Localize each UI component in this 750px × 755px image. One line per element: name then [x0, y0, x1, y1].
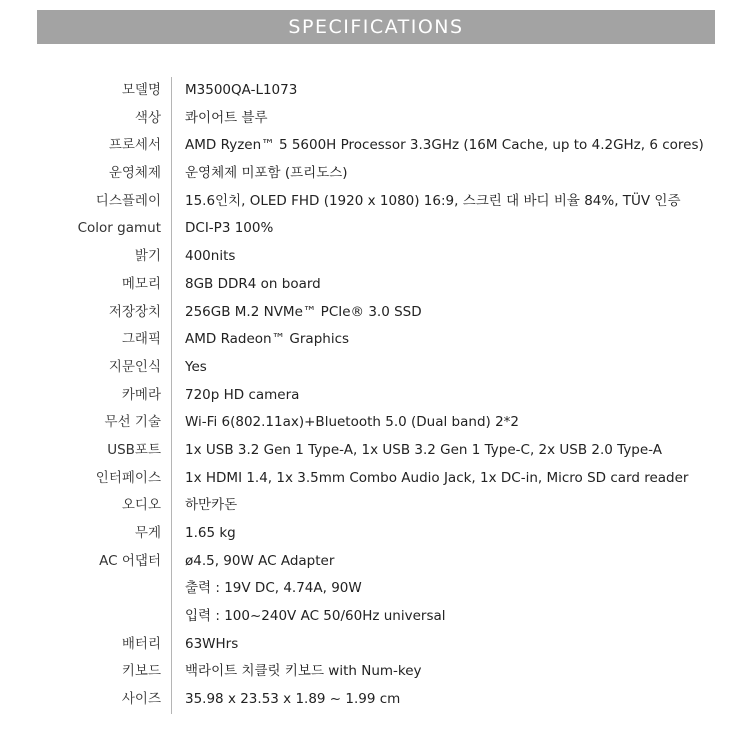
spec-value: 1x HDMI 1.4, 1x 3.5mm Combo Audio Jack, 1x DC-in, Micro SD card reader — [185, 469, 689, 486]
spec-value: 400nits — [185, 248, 236, 265]
spec-row — [0, 354, 750, 382]
spec-label: 무선 기술 — [104, 414, 161, 431]
spec-divider — [171, 215, 172, 243]
spec-value: 256GB M.2 NVMe™ PCIe® 3.0 SSD — [185, 303, 422, 320]
spec-divider — [171, 243, 172, 271]
spec-value: 운영체제 미포함 (프리도스) — [185, 165, 348, 182]
spec-value: 35.98 x 23.53 x 1.89 ~ 1.99 cm — [185, 691, 401, 708]
spec-label: 밝기 — [134, 248, 161, 265]
spec-divider — [171, 188, 172, 216]
spec-row — [0, 603, 750, 631]
spec-label: 메모리 — [121, 275, 161, 292]
spec-label: 모델명 — [121, 82, 161, 98]
spec-divider — [171, 465, 172, 493]
spec-row — [0, 160, 750, 188]
spec-row — [0, 437, 750, 465]
spec-divider — [171, 132, 172, 160]
spec-row — [0, 575, 750, 603]
spec-table — [0, 77, 750, 714]
spec-row — [0, 631, 750, 659]
spec-row — [0, 215, 750, 243]
page-title: SPECIFICATIONS — [288, 16, 464, 38]
spec-value: DCI-P3 100% — [185, 220, 274, 237]
spec-divider — [171, 492, 172, 520]
spec-label: 인터페이스 — [95, 469, 161, 486]
spec-divider — [171, 354, 172, 382]
spec-label: 저장장치 — [108, 303, 161, 320]
spec-divider — [171, 326, 172, 354]
spec-row — [0, 77, 750, 105]
spec-divider — [171, 437, 172, 465]
spec-value: 15.6인치, OLED FHD (1920 x 1080) 16:9, 스크린 대 바디 비율 84%, TÜV 인증 — [185, 192, 681, 209]
spec-row — [0, 382, 750, 410]
spec-row — [0, 188, 750, 216]
spec-row — [0, 271, 750, 299]
spec-row — [0, 132, 750, 160]
spec-row — [0, 492, 750, 520]
spec-divider — [171, 658, 172, 686]
spec-row — [0, 465, 750, 493]
spec-label: 지문인식 — [108, 358, 161, 375]
spec-label: 프로세서 — [108, 137, 161, 154]
spec-row — [0, 105, 750, 133]
spec-value: 하만카돈 — [185, 497, 238, 514]
spec-label: AC 어댑터 — [99, 552, 161, 569]
spec-label: 사이즈 — [121, 691, 161, 708]
spec-value: AMD Ryzen™ 5 5600H Processor 3.3GHz (16M Cache, up to 4.2GHz, 6 cores) — [185, 137, 704, 154]
spec-value: Wi-Fi 6(802.11ax)+Bluetooth 5.0 (Dual band) 2*2 — [185, 414, 520, 431]
spec-row — [0, 658, 750, 686]
spec-value: 1.65 kg — [185, 525, 236, 541]
spec-value: 출력 : 19V DC, 4.74A, 90W — [185, 580, 362, 597]
spec-row — [0, 686, 750, 714]
spec-label: 오디오 — [121, 497, 161, 514]
spec-value: 720p HD camera — [185, 386, 300, 403]
spec-value: Yes — [185, 358, 207, 375]
spec-divider — [171, 382, 172, 410]
spec-row — [0, 548, 750, 576]
spec-row — [0, 409, 750, 437]
spec-divider — [171, 271, 172, 299]
spec-divider — [171, 409, 172, 437]
spec-divider — [171, 686, 172, 714]
spec-divider — [171, 299, 172, 327]
spec-value: 63WHrs — [185, 635, 239, 652]
spec-divider — [171, 548, 172, 576]
spec-label: 운영체제 — [108, 165, 161, 182]
spec-label: Color gamut — [77, 220, 161, 237]
spec-value: 1x USB 3.2 Gen 1 Type-A, 1x USB 3.2 Gen 1 Type-C, 2x USB 2.0 Type-A — [185, 441, 662, 458]
spec-label: 색상 — [134, 109, 161, 126]
spec-label: 배터리 — [121, 635, 161, 652]
spec-row — [0, 243, 750, 271]
spec-value: 입력 : 100~240V AC 50/60Hz universal — [185, 608, 446, 625]
spec-label: 디스플레이 — [95, 192, 161, 209]
spec-label: 카메라 — [121, 386, 161, 403]
spec-row — [0, 326, 750, 354]
spec-row — [0, 299, 750, 327]
spec-label: USB포트 — [107, 441, 161, 458]
spec-divider — [171, 575, 172, 603]
spec-divider — [171, 520, 172, 548]
spec-value: M3500QA-L1073 — [185, 82, 298, 98]
spec-value: AMD Radeon™ Graphics — [185, 331, 350, 348]
spec-divider — [171, 77, 172, 105]
specifications-header — [37, 10, 715, 44]
spec-label: 키보드 — [121, 663, 161, 680]
spec-label: 그래픽 — [121, 331, 161, 348]
spec-value: 8GB DDR4 on board — [185, 275, 321, 292]
spec-divider — [171, 631, 172, 659]
spec-row — [0, 520, 750, 548]
spec-divider — [171, 160, 172, 188]
spec-divider — [171, 105, 172, 133]
spec-divider — [171, 603, 172, 631]
spec-value: ø4.5, 90W AC Adapter — [185, 552, 335, 569]
spec-value: 콰이어트 블루 — [185, 109, 268, 126]
spec-value: 백라이트 치클릿 키보드 with Num-key — [185, 663, 422, 680]
spec-label: 무게 — [134, 525, 161, 541]
